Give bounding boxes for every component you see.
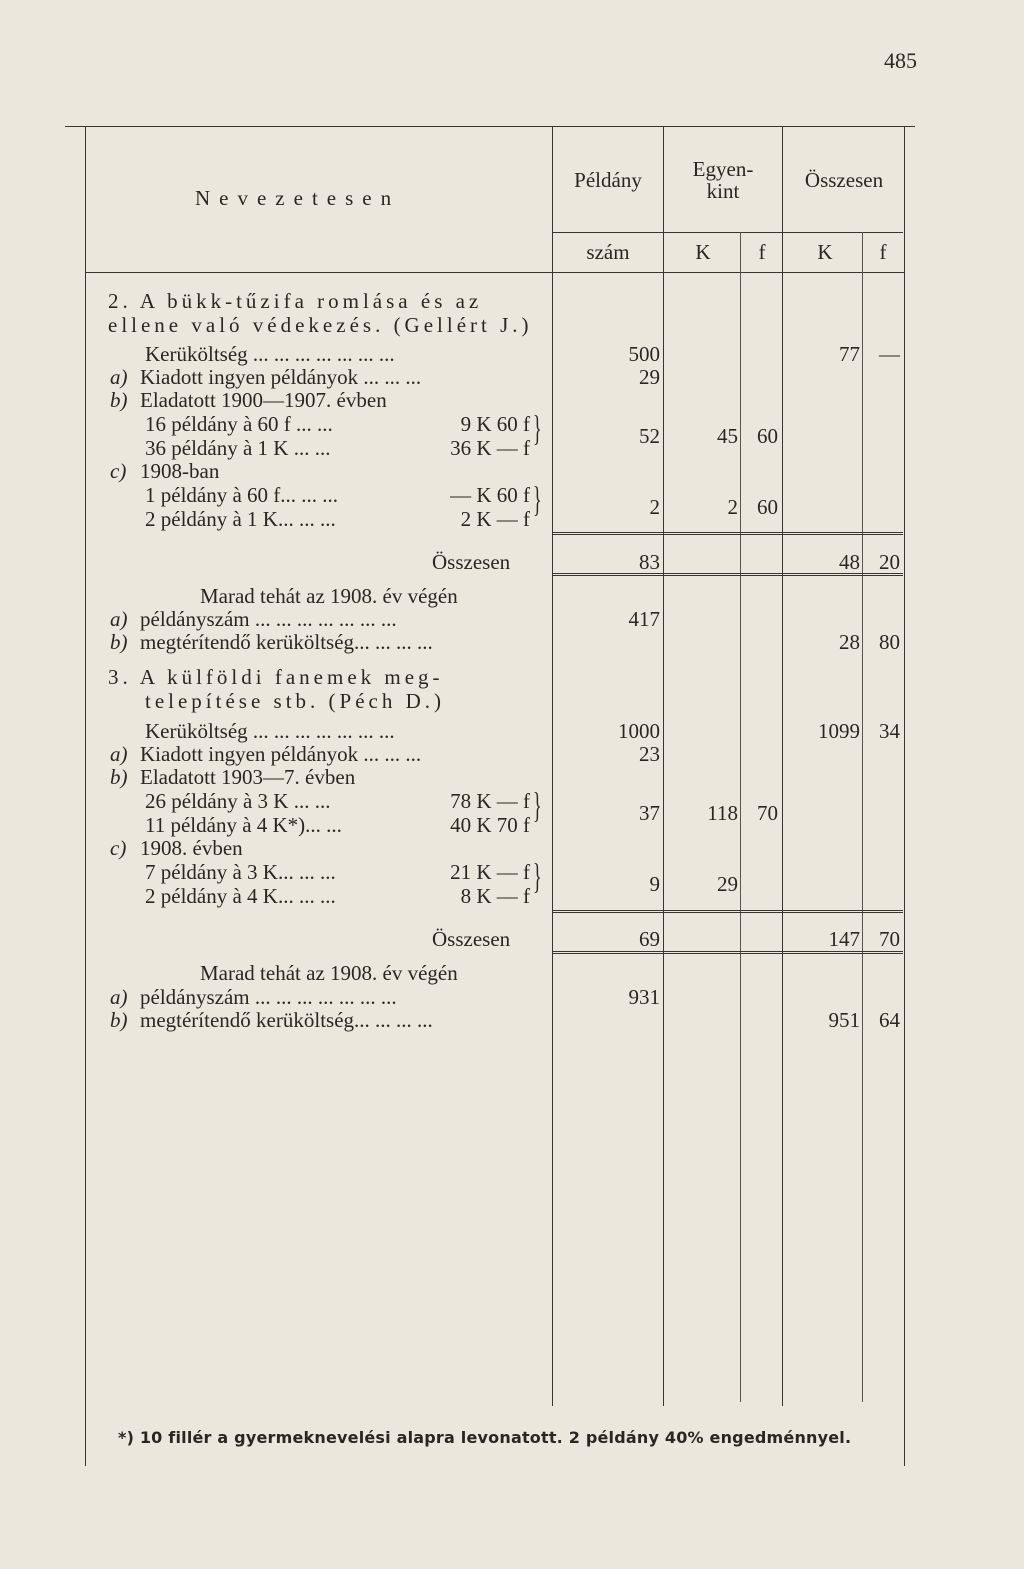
section2-total-k: 48 — [839, 550, 860, 574]
section3-row-eladatott: Eladatott 1903—7. évben — [140, 765, 356, 789]
section3-2peldany-amount: 8 K — f — [460, 884, 530, 908]
section2-1908-egy-k: 2 — [727, 495, 738, 519]
section3-row-2peldany: 2 példány à 4 K... ... ... — [145, 884, 336, 908]
col-left-border — [85, 126, 86, 1466]
section2-title-line2: ellene való védekezés. (Gellért J.) — [108, 313, 533, 337]
section2-marker-c: c) — [110, 459, 127, 483]
section2-remain-b-k: 28 — [839, 630, 860, 654]
section3-7peldany-amount: 21 K — f — [450, 860, 530, 884]
section2-eladatott-peldany: 52 — [639, 424, 660, 448]
section2-marker-a: a) — [110, 365, 128, 389]
section2-row-16peldany: 16 példány à 60 f ... ... — [145, 412, 333, 436]
footnote: *) 10 fillér a gyermeknevelési alapra levonatott. 2 példány 40% engedménnyel. — [118, 1428, 852, 1447]
section2-1908-peldany: 2 — [649, 495, 660, 519]
header-f2: f — [879, 240, 887, 264]
section2-total-top-rule — [553, 532, 903, 535]
section2-row-36peldany: 36 példány à 1 K ... ... — [145, 436, 331, 460]
header-f1: f — [758, 240, 766, 264]
col-egy-right — [782, 126, 783, 1406]
section2-remain-a-value: 417 — [628, 607, 660, 631]
section3-total-k: 147 — [828, 927, 860, 951]
section3-remain-b-marker: b) — [110, 1008, 128, 1032]
section3-eladatott-egy-k: 118 — [707, 801, 738, 825]
section3-total-label: Összesen — [432, 927, 511, 951]
section2-total-label: Összesen — [432, 550, 511, 574]
section3-row-kiadott: Kiadott ingyen példányok ... ... ... — [140, 742, 422, 766]
section3-kerukoltseg-ossz-f: 34 — [879, 719, 900, 743]
section2-remain-a-label: példányszám ... ... ... ... ... ... ... — [140, 607, 397, 631]
col-right-border — [904, 126, 905, 1466]
section2-row-kiadott: Kiadott ingyen példányok ... ... ... — [140, 365, 422, 389]
section3-kiadott-peldany: 23 — [639, 742, 660, 766]
section3-11peldany-amount: 40 K 70 f — [450, 813, 530, 837]
section3-remain-b-label: megtérítendő kerüköltség... ... ... ... — [140, 1008, 433, 1032]
section2-remain-b-label: megtérítendő kerüköltség... ... ... ... — [140, 630, 433, 654]
section2-remain-a-marker: a) — [110, 607, 128, 631]
header-subrule — [553, 232, 903, 233]
header-szam: szám — [586, 240, 630, 264]
section3-eladatott-peldany: 37 — [639, 801, 660, 825]
section2-row-kerukoltseg: Kerüköltség ... ... ... ... ... ... ... — [145, 342, 395, 366]
section2-kerukoltseg-ossz-f: — — [879, 342, 900, 366]
section2-brace-2: } — [533, 479, 542, 519]
section2-eladatott-egy-k: 45 — [717, 424, 738, 448]
section2-16peldany-amount: 9 K 60 f — [460, 412, 530, 436]
section3-total-peldany: 69 — [639, 927, 660, 951]
section3-remain-b-k: 951 — [828, 1008, 860, 1032]
col-peldany-right — [663, 126, 664, 1406]
section3-remain-a-label: példányszám ... ... ... ... ... ... ... — [140, 985, 397, 1009]
header-egyenkint — [668, 158, 778, 202]
section2-remain-b-marker: b) — [110, 630, 128, 654]
section2-row-1908ban: 1908-ban — [140, 459, 220, 483]
section2-title-line1: 2. A bükk-tűzifa romlása és az — [108, 289, 483, 313]
section3-total-f: 70 — [879, 927, 900, 951]
section3-row-kerukoltseg: Kerüköltség ... ... ... ... ... ... ... — [145, 719, 395, 743]
header-nevezetesen: Nevezetesen — [195, 186, 401, 210]
header-egyenkint-line1: Egyen- — [692, 157, 754, 181]
section3-marker-c: c) — [110, 836, 127, 860]
section3-title-line2: telepítése stb. (Péch D.) — [145, 689, 446, 713]
section3-kerukoltseg-peldany: 1000 — [618, 719, 660, 743]
section2-1peldany-amount: — K 60 f — [450, 483, 530, 507]
section3-1908-peldany: 9 — [649, 872, 660, 896]
section3-26peldany-amount: 78 K — f — [450, 789, 530, 813]
section2-total-f: 20 — [879, 550, 900, 574]
section3-marker-a: a) — [110, 742, 128, 766]
section3-title-line1: 3. A külföldi fanemek meg- — [108, 665, 444, 689]
table-top-rule — [65, 126, 915, 127]
section3-remain-label: Marad tehát az 1908. év végén — [200, 961, 458, 985]
section3-total-bottom-rule — [553, 951, 903, 954]
section2-36peldany-amount: 36 K — f — [450, 436, 530, 460]
header-peldany: Példány — [574, 168, 642, 192]
section3-remain-a-marker: a) — [110, 985, 128, 1009]
section3-row-11peldany: 11 példány à 4 K*)... ... — [145, 813, 342, 837]
section2-row-eladatott: Eladatott 1900—1907. évben — [140, 388, 387, 412]
page-number: 485 — [884, 48, 917, 73]
section2-kiadott-peldany: 29 — [639, 365, 660, 389]
section2-marker-b: b) — [110, 388, 128, 412]
section3-brace-2: } — [533, 856, 542, 896]
section2-kerukoltseg-ossz-k: 77 — [839, 342, 860, 366]
section2-1908-egy-f: 60 — [757, 495, 778, 519]
section2-total-bottom-rule — [553, 573, 903, 576]
header-osszesen: Összesen — [804, 168, 884, 192]
section2-eladatott-egy-f: 60 — [757, 424, 778, 448]
section3-remain-a-value: 931 — [628, 985, 660, 1009]
section3-kerukoltseg-ossz-k: 1099 — [818, 719, 860, 743]
section3-row-26peldany: 26 példány à 3 K ... ... — [145, 789, 331, 813]
section3-1908-egy-k: 29 — [717, 872, 738, 896]
section2-brace-1: } — [533, 408, 542, 448]
section3-marker-b: b) — [110, 765, 128, 789]
section2-remain-label: Marad tehát az 1908. év végén — [200, 584, 458, 608]
col-egy-kf-divider — [740, 232, 741, 1402]
col-peldany-left — [552, 126, 553, 1406]
header-k2: K — [817, 240, 833, 264]
section2-2peldany-amount: 2 K — f — [460, 507, 530, 531]
section3-remain-b-f: 64 — [879, 1008, 900, 1032]
section3-total-top-rule — [553, 910, 903, 913]
section2-row-2peldany: 2 példány à 1 K... ... ... — [145, 507, 336, 531]
section3-eladatott-egy-f: 70 — [757, 801, 778, 825]
section2-row-1peldany: 1 példány à 60 f... ... ... — [145, 483, 339, 507]
section3-row-1908evben: 1908. évben — [140, 836, 243, 860]
header-k1: K — [695, 240, 711, 264]
col-ossz-kf-divider — [862, 232, 863, 1402]
section3-brace-1: } — [533, 785, 542, 825]
section2-remain-b-f: 80 — [879, 630, 900, 654]
header-egyenkint-line2: kint — [706, 179, 740, 203]
section2-total-peldany: 83 — [639, 550, 660, 574]
section2-kerukoltseg-peldany: 500 — [628, 342, 660, 366]
section3-row-7peldany: 7 példány à 3 K... ... ... — [145, 860, 336, 884]
